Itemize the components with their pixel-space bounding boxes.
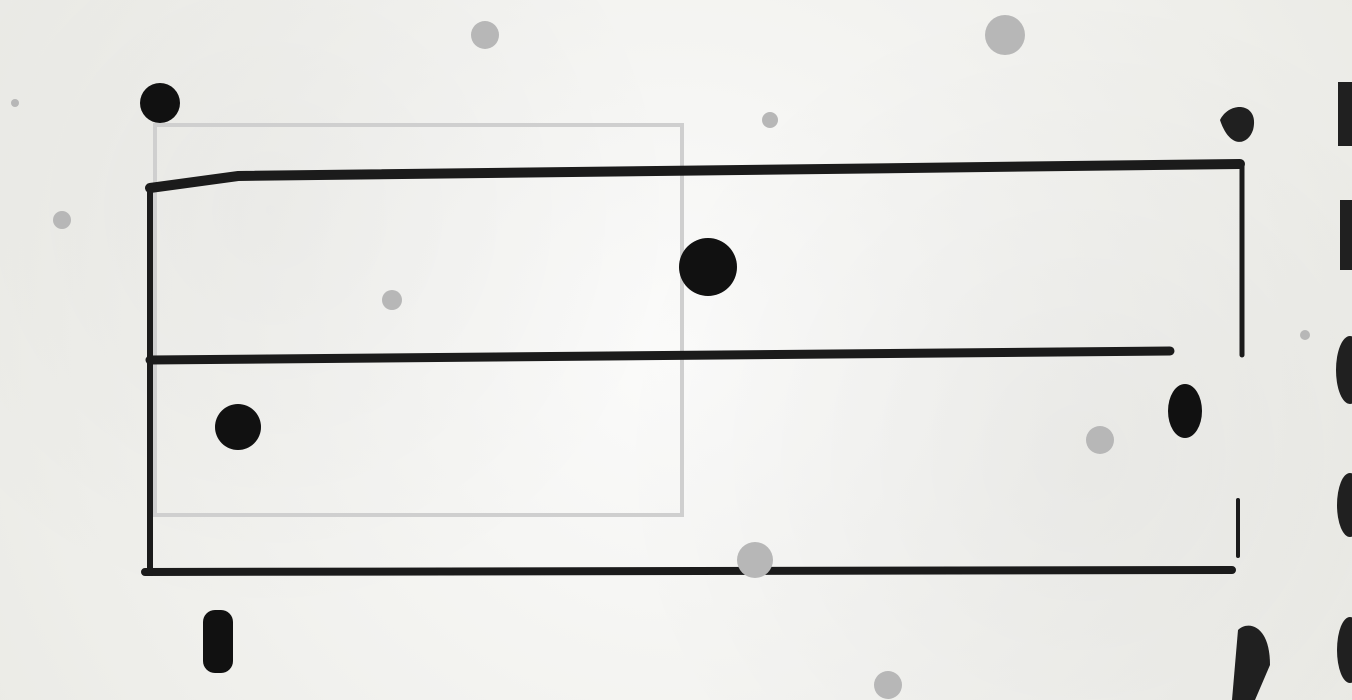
page-edge-mark [1337,617,1352,683]
paper-speck [985,15,1025,55]
ink-blot [140,83,180,123]
outer-box-top-line [150,164,1240,188]
edge-mark [1232,626,1270,700]
ink-blot [679,238,737,296]
page-edge-mark [1340,200,1352,270]
ink-blot [215,404,261,450]
paper-speck [1086,426,1114,454]
page-edge-mark [1336,336,1352,404]
page-edge-mark [1337,473,1352,537]
faint-inner-rectangle [155,125,682,515]
ink-blot [1168,384,1202,438]
paper-speck [737,542,773,578]
edge-mark [1220,107,1254,142]
paper-speck [874,671,902,699]
page-edge-mark [1338,82,1352,146]
row-divider-line [150,351,1170,360]
paper-speck [1300,330,1310,340]
paper-speck [471,21,499,49]
paper-speck [53,211,71,229]
ink-blot [203,610,233,673]
paper-speck [762,112,778,128]
paper-speck [382,290,402,310]
outer-box-bottom-line [145,570,1232,572]
paper-speck [11,99,19,107]
